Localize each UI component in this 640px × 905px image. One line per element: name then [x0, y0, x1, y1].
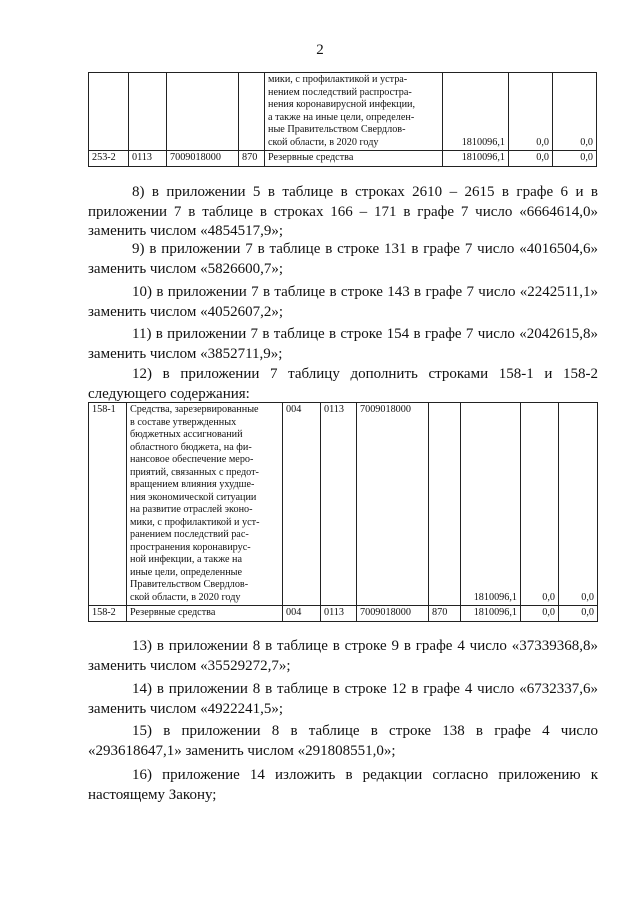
table-row — [89, 151, 597, 167]
admin-code-cell: 004 — [283, 403, 321, 606]
value-cell-2: 0,0 — [559, 403, 598, 606]
value-cell-2: 0,0 — [553, 151, 597, 167]
row-number-cell: 253-2 — [89, 151, 129, 167]
value-cell-1: 0,0 — [509, 73, 553, 151]
table-row — [89, 73, 597, 151]
value-cell-2: 0,0 — [559, 606, 598, 622]
paragraph-9: 9) в приложении 7 в таблице в строке 131 в графе 7 число «4016504,6» заменить числом «5826600,7»; — [88, 241, 598, 277]
target-code-cell — [167, 73, 239, 151]
paragraph-11: 11) в приложении 7 в таблице в строке 154 в графе 7 число «2042615,8» заменить числом «3852711,9»; — [88, 326, 598, 362]
expense-type-cell — [239, 73, 265, 151]
description-cell: Резервные средства — [127, 606, 283, 622]
table-row — [89, 606, 598, 622]
page-number: 2 — [316, 42, 324, 58]
value-cell-1: 0,0 — [521, 606, 559, 622]
target-code-cell: 7009018000 — [357, 606, 429, 622]
admin-code-cell: 004 — [283, 606, 321, 622]
description-cell: мики, с профилактикой и устра- нением последствий распростра- нения коронавирусной инфекции, а также на иные цели, определен- ные Правительством Свердлов- ской области, в 2020 году — [265, 73, 443, 151]
paragraph-15: 15) в приложении 8 в таблице в строке 138 в графе 4 число «293618647,1» заменить числом «291808551,0»; — [88, 723, 598, 759]
description-cell: Резервные средства — [265, 151, 443, 167]
expense-type-cell — [429, 403, 461, 606]
section-code-cell: 0113 — [129, 151, 167, 167]
section-code-cell: 0113 — [321, 403, 357, 606]
expense-type-cell: 870 — [429, 606, 461, 622]
row-number-cell: 158-1 — [89, 403, 127, 606]
target-code-cell: 7009018000 — [167, 151, 239, 167]
value-cell-1: 0,0 — [521, 403, 559, 606]
amount-cell: 1810096,1 — [443, 73, 509, 151]
paragraph-12: 12) в приложении 7 таблицу дополнить строками 158-1 и 158-2 следующего содержания: — [88, 366, 598, 402]
expense-type-cell: 870 — [239, 151, 265, 167]
value-cell-2: 0,0 — [553, 73, 597, 151]
amount-cell: 1810096,1 — [443, 151, 509, 167]
paragraph-8: 8) в приложении 5 в таблице в строках 2610 – 2615 в графе 6 и в приложении 7 в таблице в строках 166 – 171 в графе 7 число «6664614,0» заменить числом «4854517,9»; — [88, 184, 598, 239]
description-cell: Средства, зарезервированные в составе утвержденных бюджетных ассигнований областного бюджета, на фи- нансовое обеспечение меро- приятий, связанных с предот- вращением влияния ухудше- ния экономической ситуации на развитие отраслей эконо- мики, с профилактикой и уст- ранением последствий рас- пространения коронавирус- ной инфекции, а также на иные цели, определенные Правительством Свердлов- ской области, в 2020 году — [127, 403, 283, 606]
row-number-cell: 158-2 — [89, 606, 127, 622]
table-row — [89, 403, 598, 606]
paragraph-14: 14) в приложении 8 в таблице в строке 12 в графе 4 число «6732337,6» заменить числом «4922241,5»; — [88, 681, 598, 717]
paragraph-16: 16) приложение 14 изложить в редакции согласно приложению к настоящему Закону; — [88, 767, 598, 803]
paragraph-10: 10) в приложении 7 в таблице в строке 143 в графе 7 число «2242511,1» заменить числом «4052607,2»; — [88, 284, 598, 320]
row-number-cell — [89, 73, 129, 151]
section-code-cell: 0113 — [321, 606, 357, 622]
value-cell-1: 0,0 — [509, 151, 553, 167]
section-code-cell — [129, 73, 167, 151]
target-code-cell: 7009018000 — [357, 403, 429, 606]
budget-table-appendix-5 — [88, 72, 597, 167]
budget-table-appendix-7 — [88, 402, 598, 622]
amount-cell: 1810096,1 — [461, 606, 521, 622]
paragraph-13: 13) в приложении 8 в таблице в строке 9 в графе 4 число «37339368,8» заменить числом «35529272,7»; — [88, 638, 598, 674]
amount-cell: 1810096,1 — [461, 403, 521, 606]
